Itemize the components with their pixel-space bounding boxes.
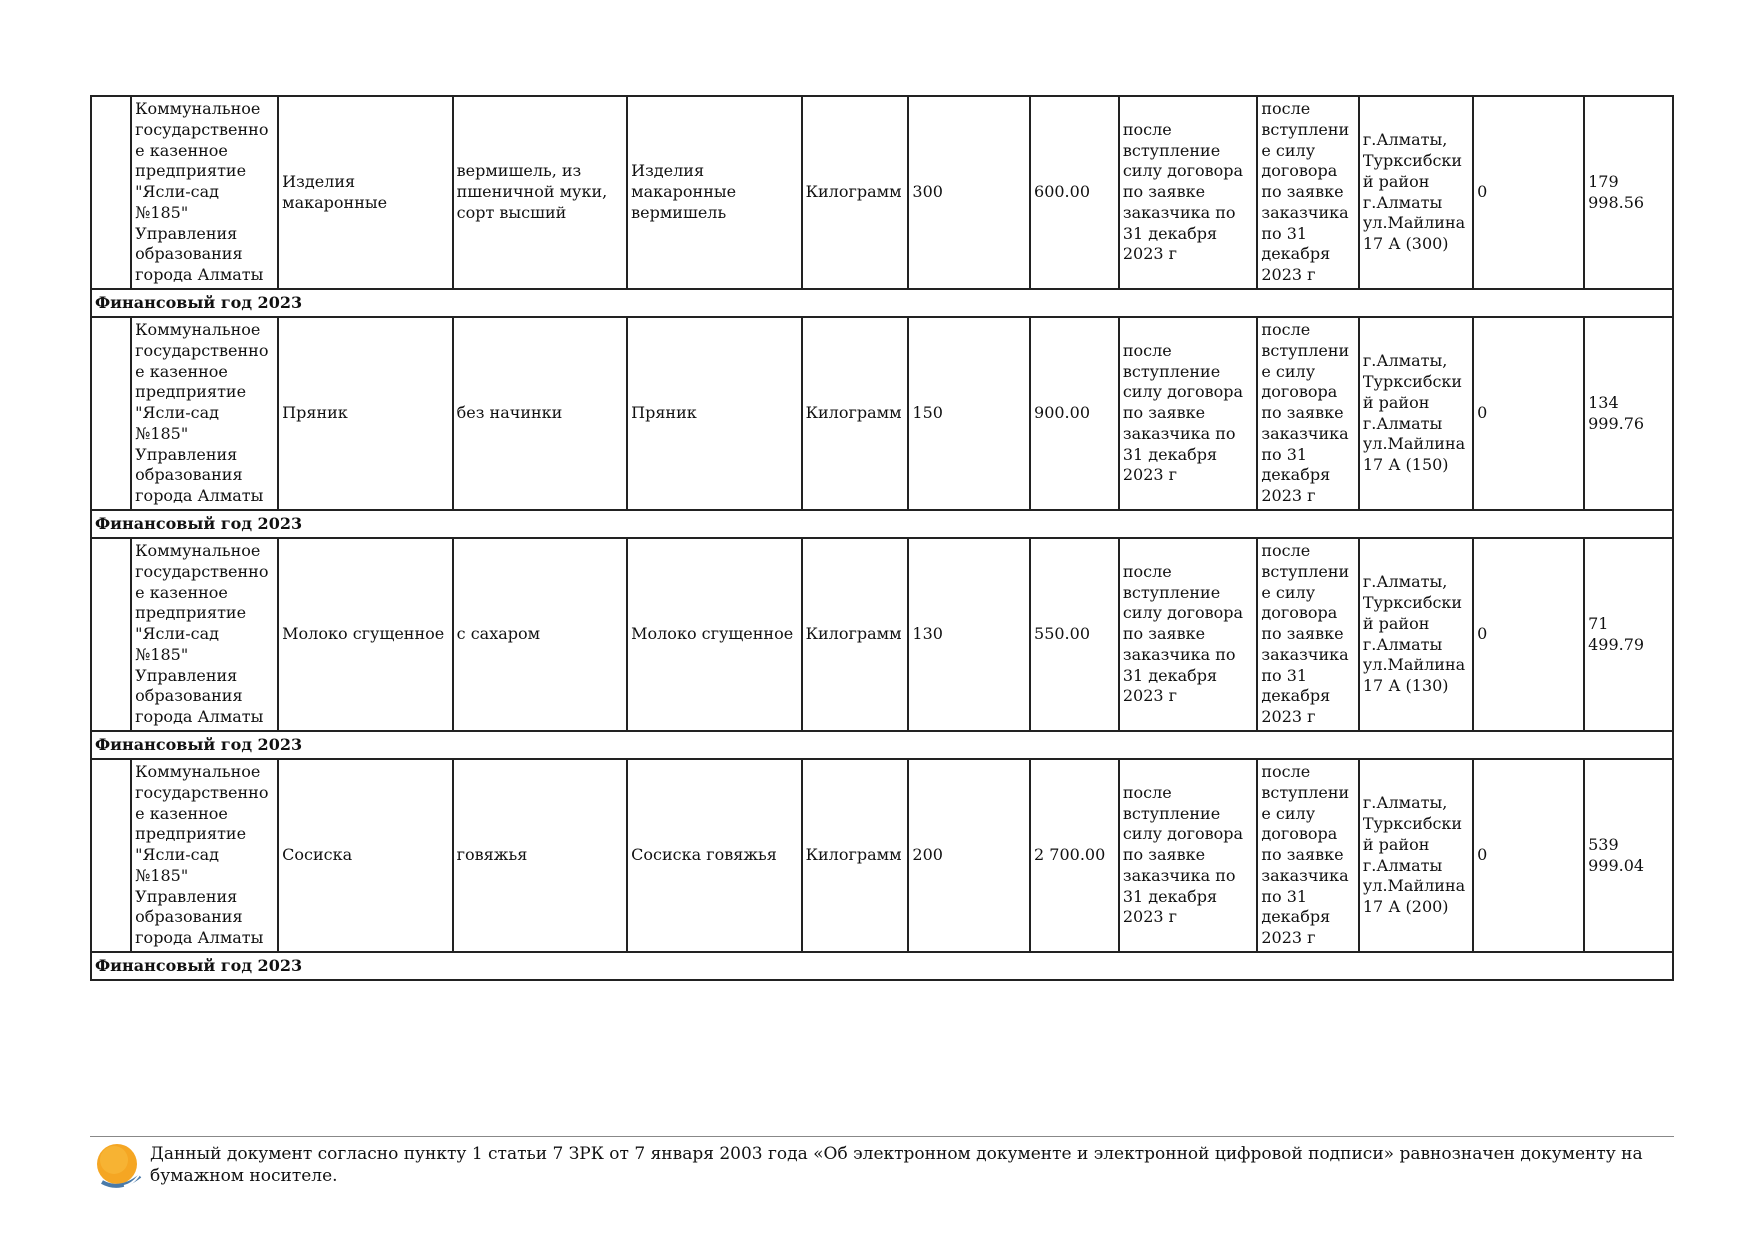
row-number-cell	[91, 759, 131, 952]
sum-cell: 71 499.79	[1584, 538, 1673, 731]
table-row	[91, 96, 1673, 289]
customer-cell: Коммунальное государственное казенное предприятие "Ясли-сад №185" Управления образования города Алматы	[131, 96, 278, 289]
unit-cell: Килограмм	[802, 759, 909, 952]
legal-notice: Данный документ согласно пункту 1 статьи 7 ЗРК от 7 января 2003 года «Об электронном документе и электронной цифровой подписи» равнозначен документу на бумажном носителе.	[150, 1144, 1643, 1186]
delivery-term2-cell: после вступление силу договора по заявке заказчика по 31 декабря 2023 г	[1257, 538, 1359, 731]
fiscal-year-row	[91, 952, 1673, 980]
item-ext-cell: Молоко сгущенное	[627, 538, 801, 731]
footer-divider	[90, 1136, 1674, 1137]
delivery-place-cell: г.Алматы, Турксибский район г.Алматы ул.Майлина 17 А (130)	[1359, 538, 1473, 731]
delivery-place-cell: г.Алматы, Турксибский район г.Алматы ул.Майлина 17 А (300)	[1359, 96, 1473, 289]
delivery-place-cell: г.Алматы, Турксибский район г.Алматы ул.Майлина 17 А (150)	[1359, 317, 1473, 510]
table-row	[91, 317, 1673, 510]
item-ext-cell: Пряник	[627, 317, 801, 510]
advance-cell: 0	[1473, 96, 1584, 289]
delivery-term-cell: после вступление силу договора по заявке заказчика по 31 декабря 2023 г	[1119, 759, 1258, 952]
row-number-cell	[91, 96, 131, 289]
customer-cell: Коммунальное государственное казенное предприятие "Ясли-сад №185" Управления образования города Алматы	[131, 538, 278, 731]
price-cell: 900.00	[1030, 317, 1119, 510]
unit-cell: Килограмм	[802, 96, 909, 289]
sum-cell: 134 999.76	[1584, 317, 1673, 510]
footer	[90, 1142, 1674, 1198]
item-spec-cell: говяжья	[453, 759, 627, 952]
delivery-place-cell: г.Алматы, Турксибский район г.Алматы ул.Майлина 17 А (200)	[1359, 759, 1473, 952]
quantity-cell: 200	[908, 759, 1030, 952]
delivery-term-cell: после вступление силу договора по заявке заказчика по 31 декабря 2023 г	[1119, 538, 1258, 731]
delivery-term2-cell: после вступление силу договора по заявке заказчика по 31 декабря 2023 г	[1257, 96, 1359, 289]
advance-cell: 0	[1473, 317, 1584, 510]
row-number-cell	[91, 317, 131, 510]
delivery-term-cell: после вступление силу договора по заявке заказчика по 31 декабря 2023 г	[1119, 317, 1258, 510]
advance-cell: 0	[1473, 538, 1584, 731]
item-name-cell: Сосиска	[278, 759, 452, 952]
item-spec-cell: с сахаром	[453, 538, 627, 731]
fiscal-year-row	[91, 289, 1673, 317]
customer-cell: Коммунальное государственное казенное предприятие "Ясли-сад №185" Управления образования города Алматы	[131, 317, 278, 510]
quantity-cell: 300	[908, 96, 1030, 289]
item-name-cell: Молоко сгущенное	[278, 538, 452, 731]
table-row	[91, 759, 1673, 952]
sum-cell: 539 999.04	[1584, 759, 1673, 952]
row-number-cell	[91, 538, 131, 731]
fiscal-year-label: Финансовый год 2023	[91, 952, 1673, 980]
fiscal-year-label: Финансовый год 2023	[91, 289, 1673, 317]
advance-cell: 0	[1473, 759, 1584, 952]
fiscal-year-row	[91, 731, 1673, 759]
item-name-cell: Пряник	[278, 317, 452, 510]
delivery-term-cell: после вступление силу договора по заявке заказчика по 31 декабря 2023 г	[1119, 96, 1258, 289]
delivery-term2-cell: после вступление силу договора по заявке заказчика по 31 декабря 2023 г	[1257, 759, 1359, 952]
quantity-cell: 150	[908, 317, 1030, 510]
item-spec-cell: без начинки	[453, 317, 627, 510]
unit-cell: Килограмм	[802, 317, 909, 510]
sum-cell: 179 998.56	[1584, 96, 1673, 289]
delivery-term2-cell: после вступление силу договора по заявке заказчика по 31 декабря 2023 г	[1257, 317, 1359, 510]
table-row	[91, 538, 1673, 731]
fiscal-year-label: Финансовый год 2023	[91, 731, 1673, 759]
quantity-cell: 130	[908, 538, 1030, 731]
item-ext-cell: Изделия макаронные вермишель	[627, 96, 801, 289]
item-ext-cell: Сосиска говяжья	[627, 759, 801, 952]
item-spec-cell: вермишель, из пшеничной муки, сорт высший	[453, 96, 627, 289]
procurement-table	[90, 95, 1674, 981]
item-name-cell: Изделия макаронные	[278, 96, 452, 289]
fiscal-year-label: Финансовый год 2023	[91, 510, 1673, 538]
customer-cell: Коммунальное государственное казенное предприятие "Ясли-сад №185" Управления образования города Алматы	[131, 759, 278, 952]
price-cell: 2 700.00	[1030, 759, 1119, 952]
price-cell: 550.00	[1030, 538, 1119, 731]
fiscal-year-row	[91, 510, 1673, 538]
unit-cell: Килограмм	[802, 538, 909, 731]
egov-sun-logo-icon	[94, 1142, 144, 1192]
price-cell: 600.00	[1030, 96, 1119, 289]
